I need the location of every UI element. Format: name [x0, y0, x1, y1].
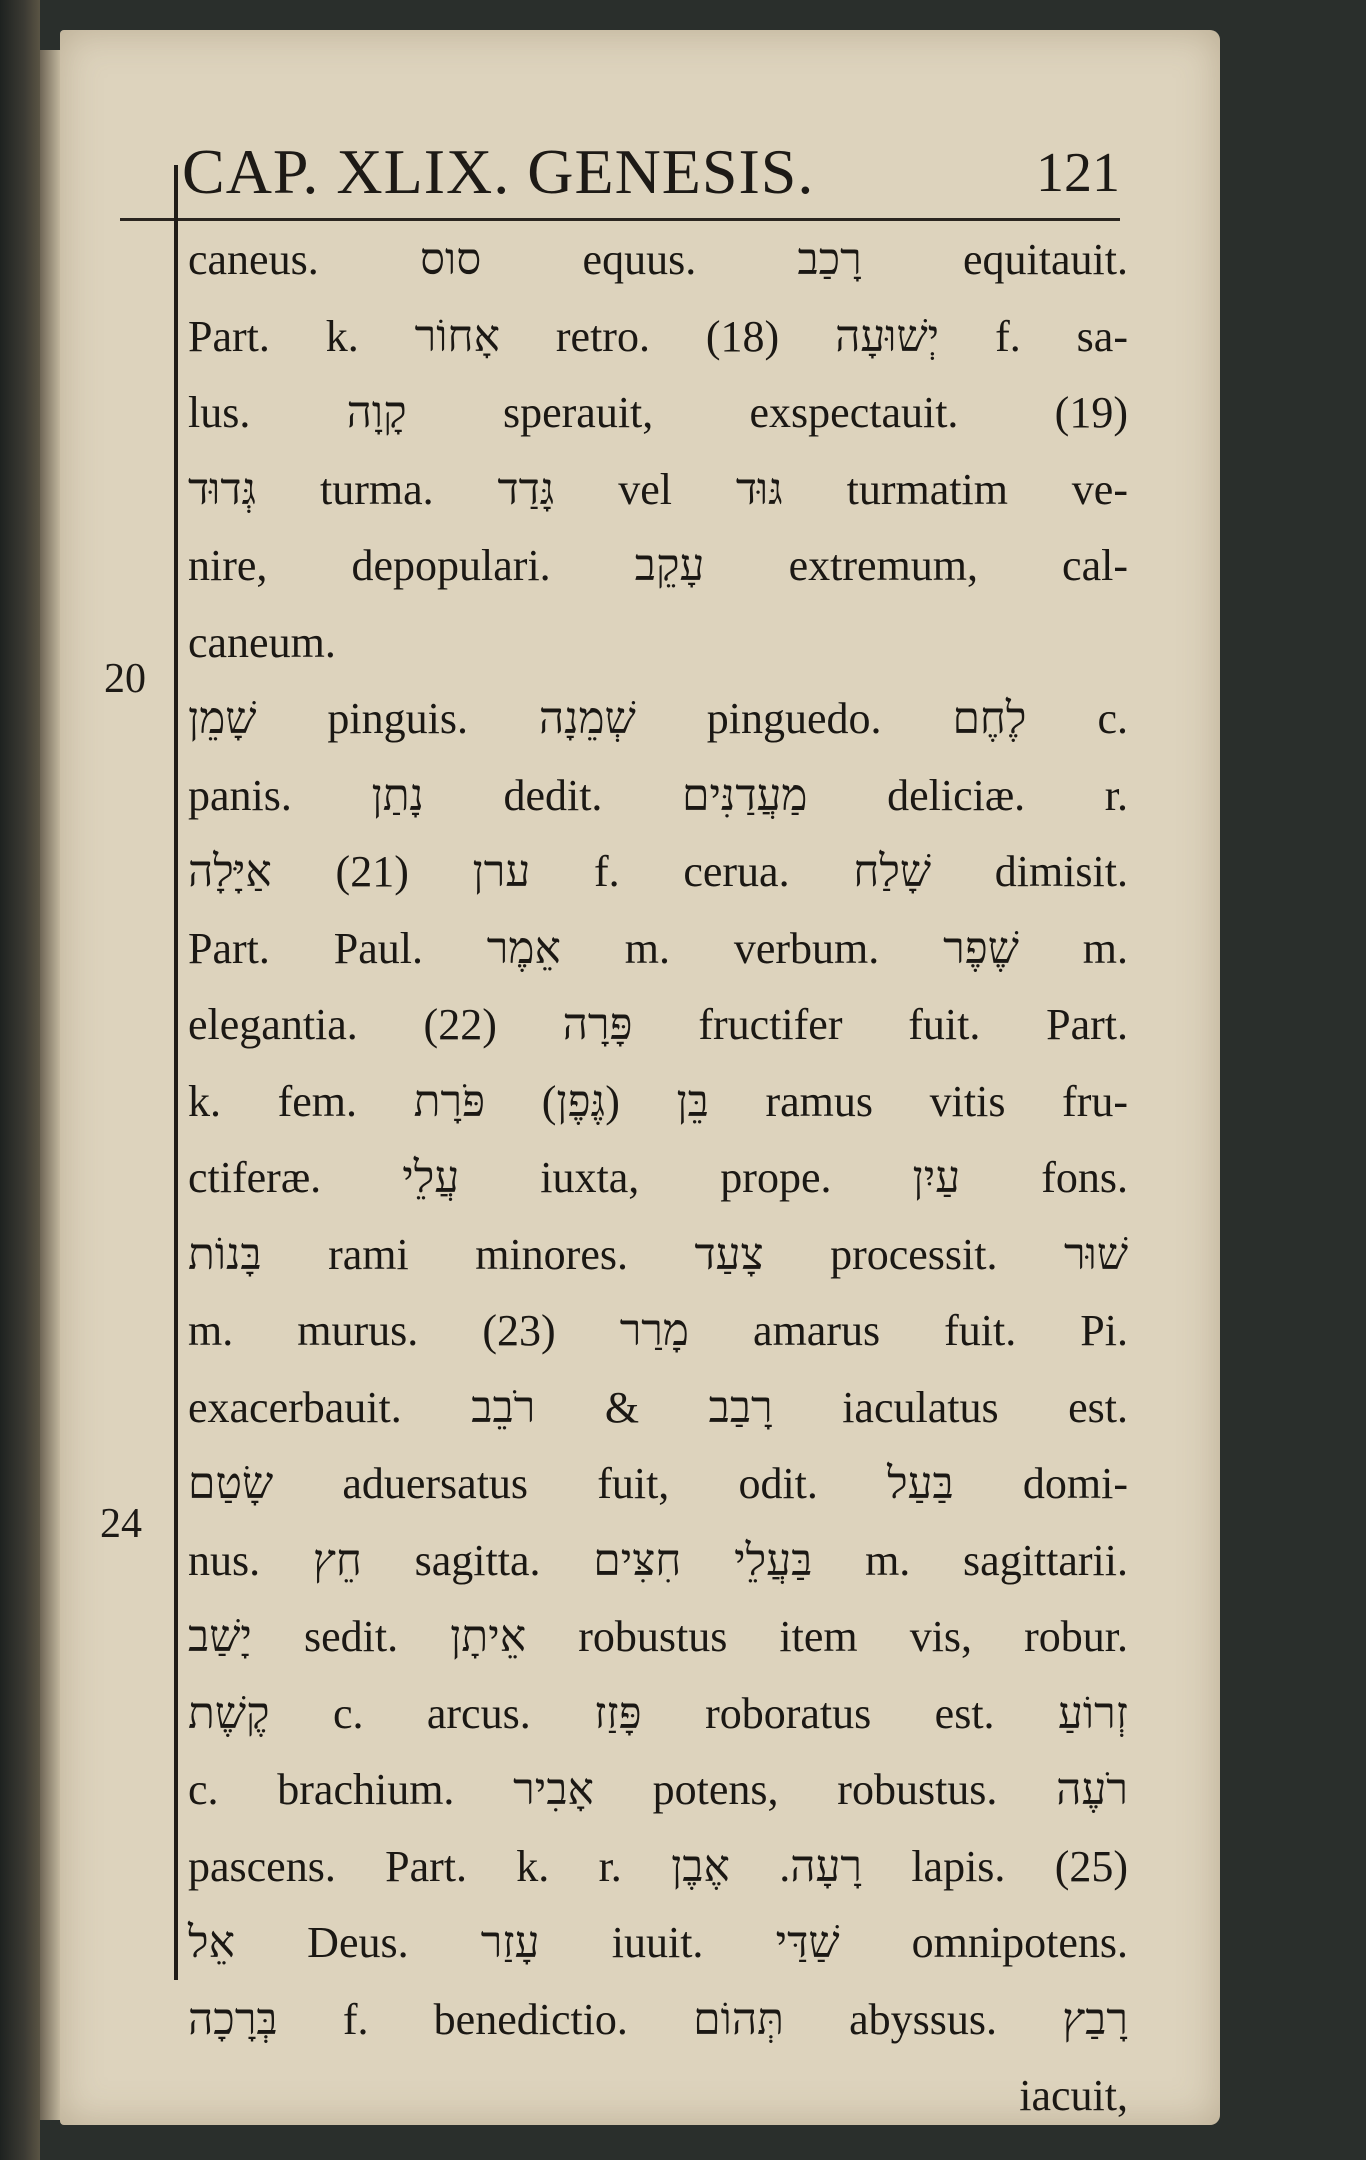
header-rule: [120, 218, 1120, 221]
text-line: caneus. סוס equus. רָכַב equitauit.: [188, 235, 1128, 284]
text-line: שָׂטַם aduersatus fuit, odit. בַּעַל domi-: [188, 1459, 1129, 1508]
text-line: exacerbauit. רָבַב & רֹבֵב iaculatus est.: [188, 1382, 1128, 1432]
text-line: lus. קָוָה sperauit, exspectauit. (19): [188, 388, 1128, 437]
text-line: elegantia. (22) פָּרָה fructifer fuit. Part.: [188, 1000, 1128, 1049]
page-header: [120, 135, 1120, 215]
running-title: CAP. XLIX. GENESIS.: [182, 136, 815, 207]
text-line: nus. חֵץ sagitta. בַּעֲלֵי חִצִּים m. sagittarii.: [188, 1535, 1129, 1585]
text-line: שָׁמֵן pinguis. שְׁמֵנָה pinguedo. לֶחֶם c.: [188, 694, 1128, 743]
text-line: Part. k. אָחוֹר retro. (18) יְשׁוּעָה f. sa-: [188, 311, 1128, 361]
text-line: nire, depopulari. עָקֵב extremum, cal-: [188, 541, 1128, 590]
text-line: caneum.: [188, 617, 336, 667]
text-body: [188, 222, 1128, 2135]
text-line: קֶשֶׁת c. arcus. פָּזַז roboratus est. זְרוֹעַ: [188, 1688, 1128, 1738]
text-line: בָּנוֹת rami minores. צָעַד processit. שׁוּר: [188, 1229, 1129, 1279]
text-line: c. brachium. אָבִיר potens, robustus. רֹעֶה: [188, 1765, 1128, 1814]
text-line: אֵל Deus. עָזַר iuuit. שַׁדַּי omnipotens.: [188, 1918, 1128, 1967]
margin-verse-marker: 24: [100, 1501, 142, 1547]
text-line: Part. Paul. אֵמֶר m. verbum. שֶׁפֶר m.: [188, 923, 1128, 973]
text-line: m. murus. (23) מָרַר amarus fuit. Pi.: [188, 1306, 1129, 1355]
text-line: גְּדוּד turma. גָּדַד vel גּוּד turmatim ve-: [188, 464, 1128, 514]
text-line: ctiferæ. עֲלֵי iuxta, prope. עַיִן fons.: [188, 1153, 1128, 1202]
page-number: 121: [1036, 142, 1120, 204]
text-line: panis. נָתַן dedit. מַעֲדַנִּים deliciæ. r.: [188, 770, 1128, 820]
margin-verse-marker: 20: [104, 656, 146, 702]
text-line: ערן (21) אַיָּלָה f. cerua. שָׁלַח dimisit.: [188, 847, 1129, 896]
text-line-catchword: iacuit,: [1019, 2071, 1128, 2120]
text-line: יָשַׁב sedit. אֵיתָן robustus item vis, robur.: [188, 1612, 1128, 1661]
text-line: בְּרָכָה f. benedictio. תְּהוֹם abyssus. רָבַץ: [188, 1994, 1128, 2044]
book-spine: [0, 0, 40, 2160]
text-line: k. fem. בֵּן (גֶּפֶן) פֹּרָת ramus vitis fru-: [188, 1076, 1129, 1126]
margin-rule: [174, 165, 178, 1980]
text-line: pascens. Part. k. r. רָעָה. אֶבֶן lapis. (25): [188, 1841, 1129, 1891]
facing-page-edge: [40, 50, 62, 2120]
